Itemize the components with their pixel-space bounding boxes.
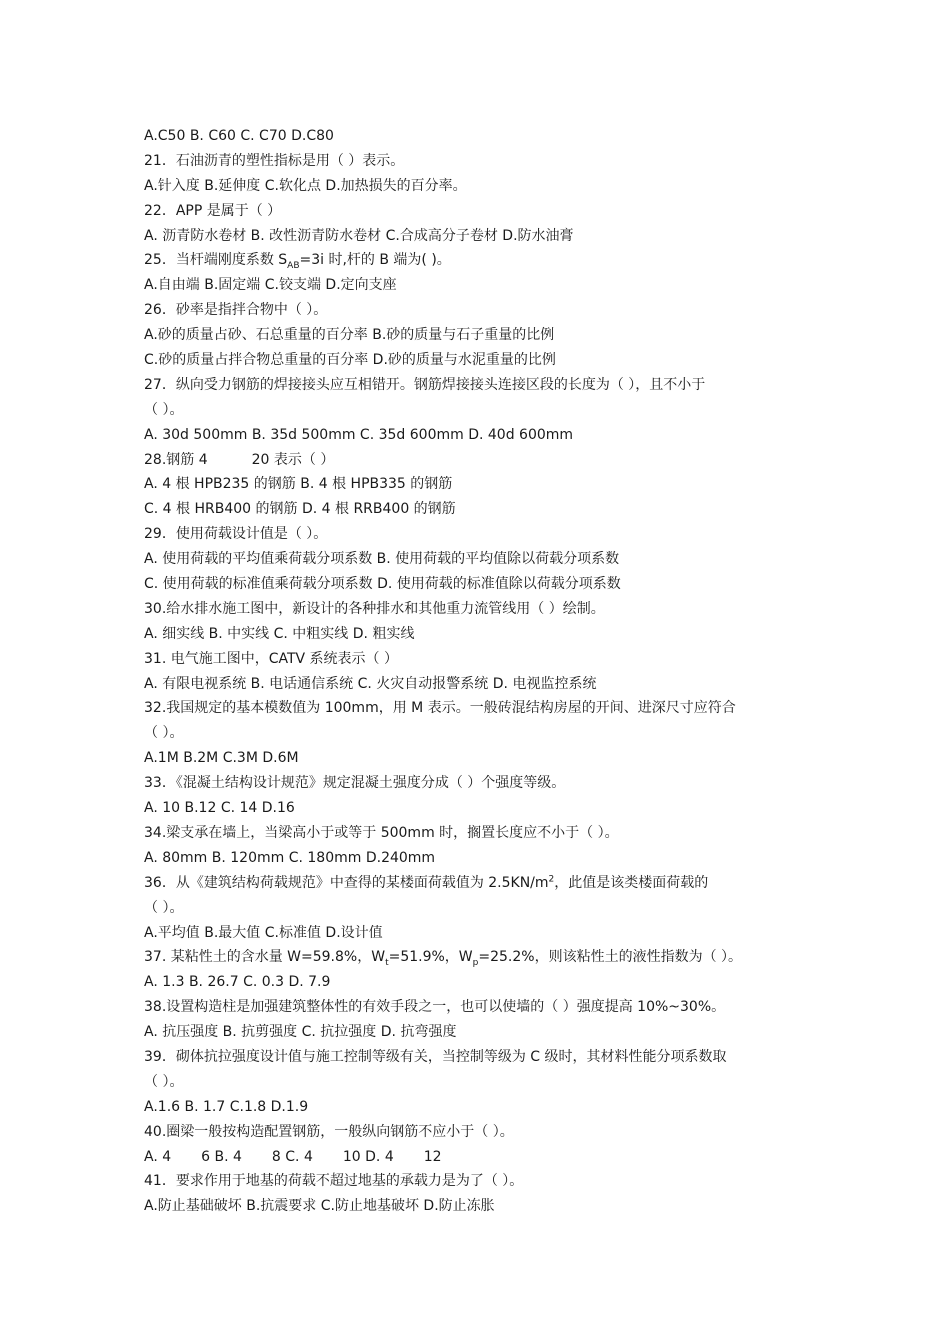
options-41: A.防止基础破坏 B.抗震要求 C.防止地基破坏 D.防止冻胀 [144,1198,495,1215]
question-34: 34.梁支承在墙上，当梁高小于或等于 500mm 时，搁置长度应不小于（ ）。 [144,824,619,841]
question-41: 41．要求作用于地基的荷载不超过地基的承载力是为了（ ）。 [144,1173,524,1190]
question-22: 22．APP 是属于（ ） [144,202,282,219]
options-34: A. 80mm B. 120mm C. 180mm D.240mm [144,849,436,866]
question-32: 32.我国规定的基本模数值为 100mm，用 M 表示。一般砖混结构房屋的开间、进深尺寸应符合 [144,700,736,717]
options-40: A. 4 6 B. 4 8 C. 4 10 D. 4 12 [144,1148,442,1165]
question-33: 33．《混凝土结构设计规范》规定混凝土强度分成（ ）个强度等级。 [144,775,566,792]
options-29-ab: A. 使用荷载的平均值乘荷载分项系数 B. 使用荷载的平均值除以荷载分项系数 [144,551,620,568]
options-33: A. 10 B.12 C. 14 D.16 [144,800,295,817]
question-21: 21．石油沥青的塑性指标是用（ ）表示。 [144,152,405,169]
options-39: A.1.6 B. 1.7 C.1.8 D.1.9 [144,1098,309,1115]
question-39: 39．砌体抗拉强度设计值与施工控制等级有关，当控制等级为 C 级时，其材料性能分项系数取 [144,1048,727,1065]
options-26-ab: A.砂的质量占砂、石总重量的百分率 B.砂的质量与石子重量的比例 [144,327,555,344]
question-32-cont: （ ）。 [144,725,184,742]
question-36: 36．从《建筑结构荷载规范》中查得的某楼面荷载值为 $2.5KN/m^2$，此值是该类楼面荷载的 [144,874,709,891]
options-25: A.自由端 B.固定端 C.铰支端 D.定向支座 [144,277,397,294]
options-27: A. 30d 500mm B. 35d 500mm C. 35d 600mm D. 40d 600mm [144,426,574,443]
question-27: 27．纵向受力钢筋的焊接接头应互相错开。钢筋焊接接头连接区段的长度为（ ），且不小于 [144,376,706,393]
question-26: 26．砂率是指拌合物中（ ）。 [144,302,328,319]
options-26-cd: C.砂的质量占拌合物总重量的百分率 D.砂的质量与水泥重量的比例 [144,352,556,369]
text-line: A.C50 B. C60 C. C70 D.C80 [144,128,334,144]
options-36: A.平均值 B.最大值 C.标准值 D.设计值 [144,924,383,941]
options-32: A.1M B.2M C.3M D.6M [144,750,299,767]
options-21: A.针入度 B.延伸度 C.软化点 D.加热损失的百分率。 [144,177,467,194]
subscript: t [385,958,389,969]
options-37: A. 1.3 B. 26.7 C. 0.3 D. 7.9 [144,974,331,991]
subscript: AB [287,261,300,272]
question-31: 31. 电气施工图中，CATV 系统表示（ ） [144,650,399,667]
question-39-cont: （ ）。 [144,1073,184,1090]
question-30: 30.给水排水施工图中，新设计的各种排水和其他重力流管线用（ ）绘制。 [144,600,605,617]
question-list [144,124,814,1219]
options-30: A. 细实线 B. 中实线 C. 中粗实线 D. 粗实线 [144,625,415,642]
options-31: A. 有限电视系统 B. 电话通信系统 C. 火灾自动报警系统 D. 电视监控系统 [144,675,597,692]
question-38: 38.设置构造柱是加强建筑整体性的有效手段之一，也可以使墙的（ ）强度提高 10%~30%。 [144,999,726,1016]
options-28-ab: A. 4 根 HPB235 的钢筋 B. 4 根 HPB335 的钢筋 [144,476,453,493]
question-37: 37. 某粘性土的含水量 W=59.8%，$W_t=51.9\%$，$W_p=25.2\%$，则该粘性土的液性指数为（ ）。 [144,949,743,969]
subscript: p [472,958,479,969]
superscript: 2 [548,874,555,885]
question-40: 40.圈梁一般按构造配置钢筋，一般纵向钢筋不应小于（ ）。 [144,1123,514,1140]
options-29-cd: C. 使用荷载的标准值乘荷载分项系数 D. 使用荷载的标准值除以荷载分项系数 [144,576,621,593]
question-29: 29．使用荷载设计值是（ ）。 [144,526,328,543]
options-28-cd: C. 4 根 HRB400 的钢筋 D. 4 根 RRB400 的钢筋 [144,501,456,518]
question-25: 25．当杆端刚度系数 $S_{AB}=3i$ 时,杆的 B 端为( )。 [144,252,451,272]
question-28: 28.钢筋 4 20 表示（ ） [144,451,335,468]
options-38: A. 抗压强度 B. 抗剪强度 C. 抗拉强度 D. 抗弯强度 [144,1024,457,1041]
options-22: A. 沥青防水卷材 B. 改性沥青防水卷材 C.合成高分子卷材 D.防水油膏 [144,227,574,244]
question-36-cont: （ ）。 [144,899,184,916]
question-27-cont: （ ）。 [144,401,184,418]
